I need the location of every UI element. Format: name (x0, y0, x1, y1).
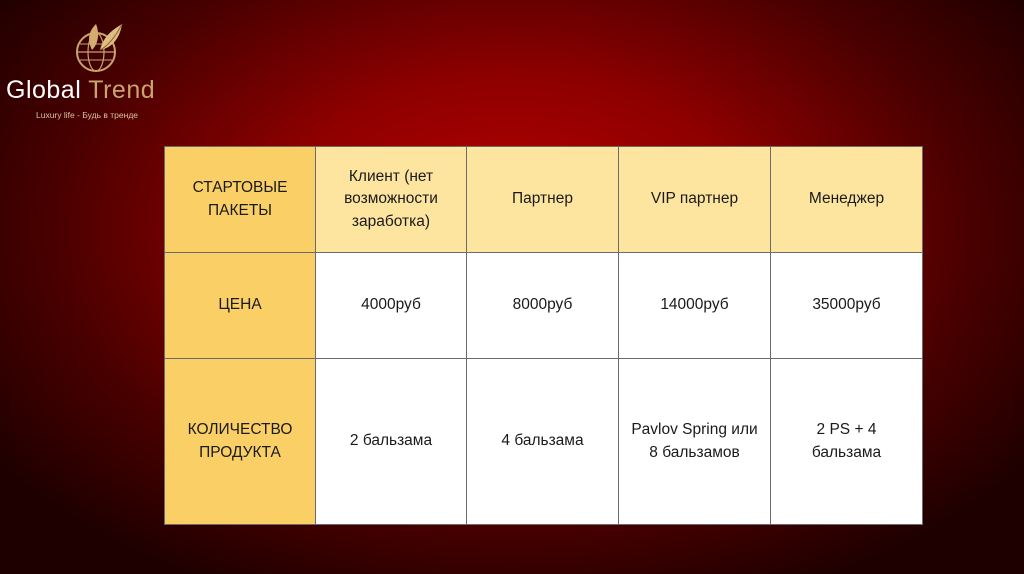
price-cell-manager: 35000руб (771, 253, 923, 359)
table-row-quantity (165, 359, 923, 525)
starter-packages-table (164, 146, 923, 525)
table-row-price (165, 253, 923, 359)
row-label-price: ЦЕНА (165, 253, 316, 359)
brand-name-part2: Trend (88, 76, 156, 104)
price-cell-vip-partner: 14000руб (619, 253, 771, 359)
header-cell-manager: Менеджер (771, 147, 923, 253)
brand-name (6, 76, 155, 105)
quantity-cell-vip-partner: Pavlov Spring или 8 бальзамов (619, 359, 771, 525)
brand-logo (6, 14, 186, 124)
quantity-cell-partner: 4 бальзама (467, 359, 619, 525)
quantity-cell-manager: 2 PS + 4 бальзама (771, 359, 923, 525)
header-cell-client: Клиент (нет возможности заработка) (316, 147, 467, 253)
leaf-globe-icon (66, 20, 126, 80)
row-label-quantity: КОЛИЧЕСТВО ПРОДУКТА (165, 359, 316, 525)
table-header-row (165, 147, 923, 253)
brand-name-part1: Global (6, 76, 82, 104)
quantity-cell-client: 2 бальзама (316, 359, 467, 525)
header-label-cell: СТАРТОВЫЕ ПАКЕТЫ (165, 147, 316, 253)
price-cell-client: 4000руб (316, 253, 467, 359)
header-cell-partner: Партнер (467, 147, 619, 253)
brand-tagline: Luxury life - Будь в тренде (36, 110, 139, 120)
header-cell-vip-partner: VIP партнер (619, 147, 771, 253)
price-cell-partner: 8000руб (467, 253, 619, 359)
